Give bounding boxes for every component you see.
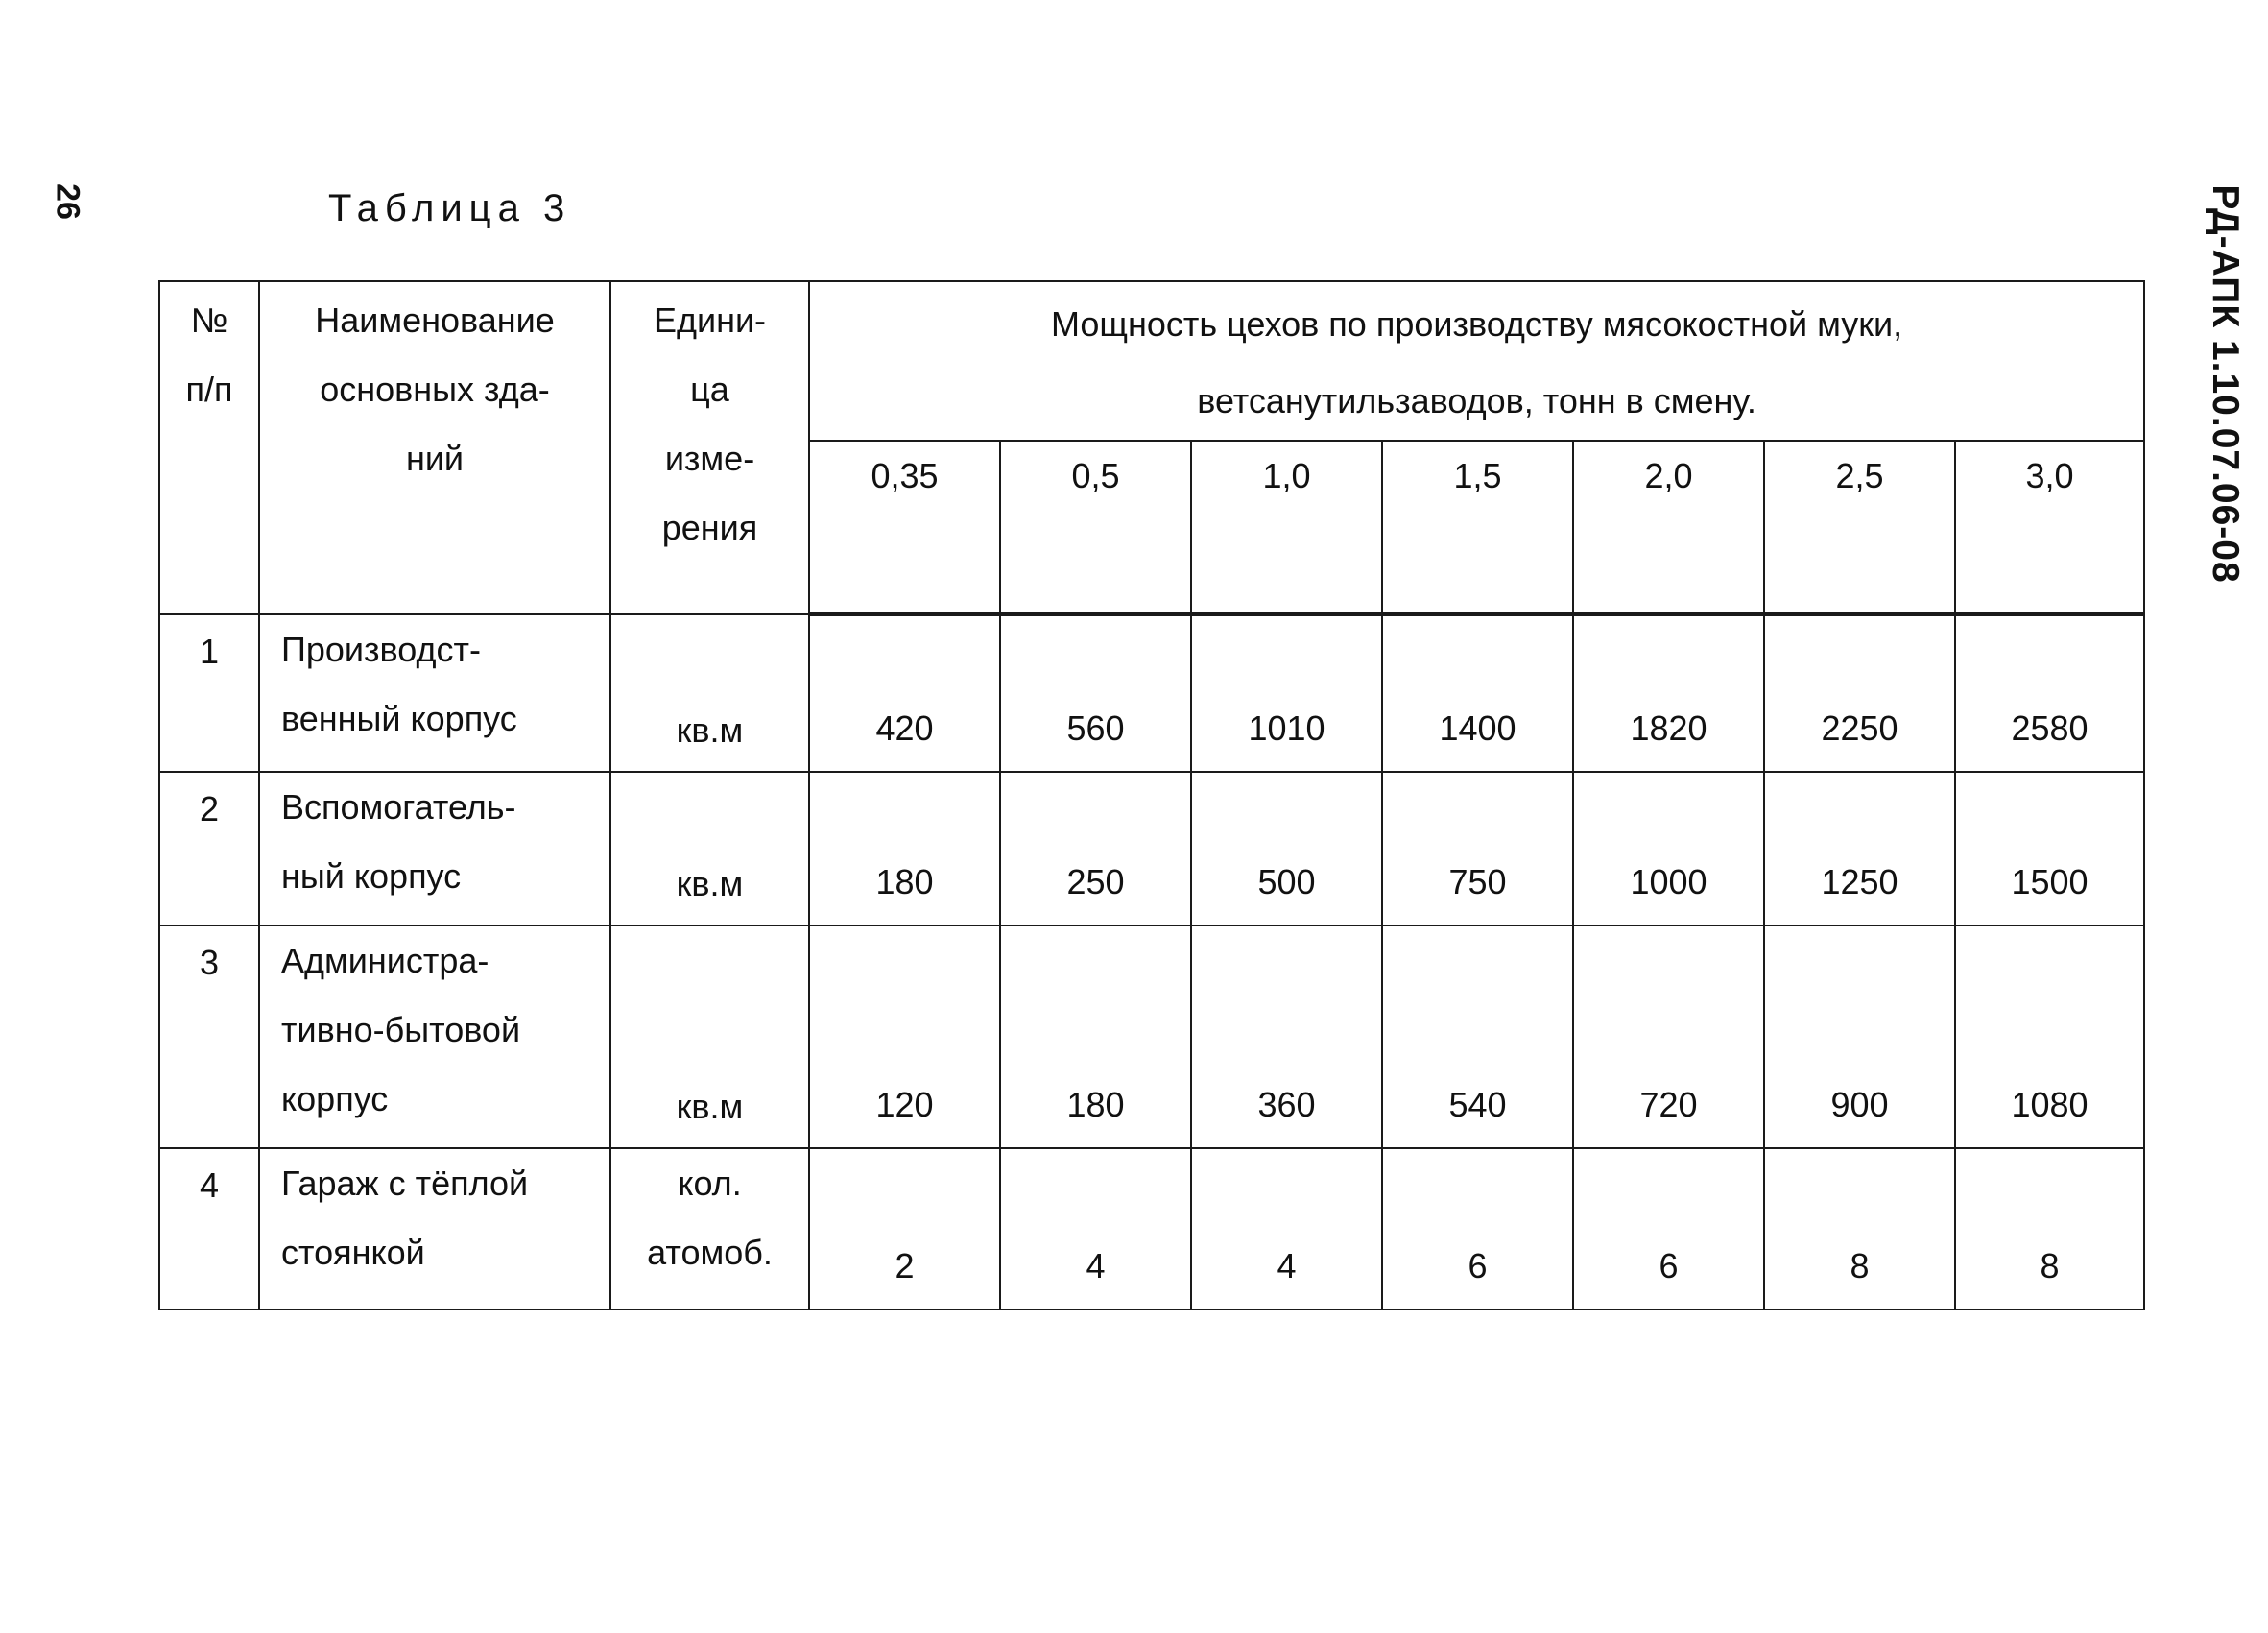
row-value: 1500 <box>1955 772 2144 925</box>
page-number: 26 <box>49 183 86 220</box>
row-value: 1400 <box>1382 614 1573 773</box>
row-value: 1000 <box>1573 772 1764 925</box>
capacity-header: 3,0 <box>1955 441 2144 614</box>
header-num: № п/п <box>159 281 259 614</box>
row-number: 2 <box>159 772 259 925</box>
row-name <box>259 614 610 773</box>
row-value: 2250 <box>1764 614 1955 773</box>
header-power-line2: ветсанутильзаводов, тонн в смену. <box>1197 381 1756 420</box>
row-value: 1250 <box>1764 772 1955 925</box>
header-power <box>809 281 2144 441</box>
table-row <box>159 772 2144 925</box>
capacity-header: 2,0 <box>1573 441 1764 614</box>
header-unit: Едини- ца изме- рения <box>610 281 809 614</box>
row-name-line: Гараж с тёплой <box>281 1164 529 1203</box>
row-value: 750 <box>1382 772 1573 925</box>
row-value: 180 <box>1000 925 1191 1148</box>
row-value: 1080 <box>1955 925 2144 1148</box>
row-name-line: стоянкой <box>281 1233 425 1272</box>
row-name-line: Вспомогатель- <box>281 787 516 827</box>
table-row <box>159 614 2144 773</box>
table-row <box>159 1148 2144 1309</box>
row-value: 500 <box>1191 772 1382 925</box>
capacity-header: 1,5 <box>1382 441 1573 614</box>
row-value: 180 <box>809 772 1000 925</box>
row-value: 4 <box>1191 1148 1382 1309</box>
row-value: 8 <box>1955 1148 2144 1309</box>
capacity-header: 2,5 <box>1764 441 1955 614</box>
table-caption: Таблица 3 <box>328 187 572 229</box>
row-value: 2580 <box>1955 614 2144 773</box>
capacity-table <box>158 280 2145 1310</box>
row-unit-line: кол. <box>678 1164 742 1203</box>
capacity-header: 0,35 <box>809 441 1000 614</box>
row-value: 720 <box>1573 925 1764 1148</box>
row-value: 2 <box>809 1148 1000 1309</box>
row-value: 560 <box>1000 614 1191 773</box>
header-power-line1: Мощность цехов по производству мясокостной муки, <box>1050 304 1903 344</box>
table-row <box>159 925 2144 1148</box>
row-number: 4 <box>159 1148 259 1309</box>
capacity-header: 0,5 <box>1000 441 1191 614</box>
row-number: 3 <box>159 925 259 1148</box>
row-unit: кв.м <box>610 772 809 925</box>
document-code: РД-АПК 1.10.07.06-08 <box>2205 184 2246 584</box>
row-value: 120 <box>809 925 1000 1148</box>
row-value: 8 <box>1764 1148 1955 1309</box>
row-name-line: ный корпус <box>281 856 462 896</box>
row-number: 1 <box>159 614 259 773</box>
header-name: Наименование основных зда- ний <box>259 281 610 614</box>
row-unit-line: атомоб. <box>647 1233 773 1272</box>
row-unit: кв.м <box>610 925 809 1148</box>
row-value: 540 <box>1382 925 1573 1148</box>
row-name <box>259 772 610 925</box>
row-name-line: тивно-бытовой <box>281 1010 521 1049</box>
row-unit <box>610 1148 809 1309</box>
row-value: 1010 <box>1191 614 1382 773</box>
row-value: 900 <box>1764 925 1955 1148</box>
row-value: 6 <box>1573 1148 1764 1309</box>
row-name-line: венный корпус <box>281 698 517 738</box>
row-name-line: корпус <box>281 1079 389 1118</box>
row-name-line: Администра- <box>281 941 489 980</box>
row-name-line: Производст- <box>281 629 481 669</box>
row-value: 1820 <box>1573 614 1764 773</box>
row-name <box>259 925 610 1148</box>
row-value: 6 <box>1382 1148 1573 1309</box>
capacity-header: 1,0 <box>1191 441 1382 614</box>
row-value: 250 <box>1000 772 1191 925</box>
row-value: 4 <box>1000 1148 1191 1309</box>
row-value: 420 <box>809 614 1000 773</box>
row-name <box>259 1148 610 1309</box>
row-unit: кв.м <box>610 614 809 773</box>
row-value: 360 <box>1191 925 1382 1148</box>
